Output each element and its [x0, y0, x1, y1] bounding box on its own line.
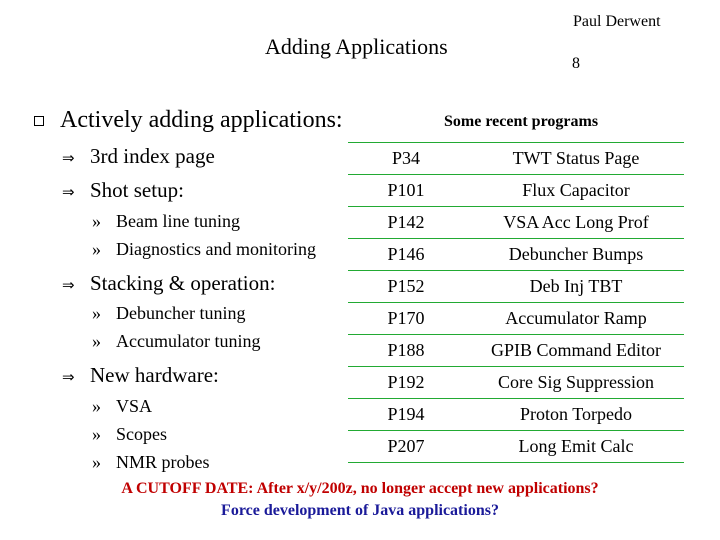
sub-bullet-scopes	[92, 424, 167, 445]
program-name: Flux Capacitor	[522, 180, 630, 200]
bullet-shot-setup	[62, 178, 184, 203]
program-id: P101	[387, 180, 425, 200]
table-row-divider	[348, 206, 684, 207]
program-name: Deb Inj TBT	[529, 276, 623, 296]
sub-bullet-icon: »	[92, 452, 101, 472]
program-id: P194	[387, 404, 425, 424]
program-name: VSA Acc Long Prof	[503, 212, 649, 232]
implies-arrow-icon: ⇒	[62, 276, 75, 294]
program-name: Core Sig Suppression	[497, 372, 654, 392]
bullet-stacking	[62, 271, 275, 296]
sub-bullet-label: Accumulator tuning	[116, 331, 261, 351]
sub-bullet-label: Debuncher tuning	[116, 303, 246, 323]
table-row-divider	[348, 334, 684, 335]
program-id: P152	[387, 276, 425, 296]
slide-title: Adding Applications	[265, 34, 448, 59]
table-row-divider	[348, 398, 684, 399]
sub-bullet-icon: »	[92, 239, 101, 259]
sub-bullet-label: Diagnostics and monitoring	[116, 239, 316, 259]
sub-bullet-label: Scopes	[116, 424, 167, 444]
sub-bullet-icon: »	[92, 211, 101, 231]
sub-bullet-label: NMR probes	[116, 452, 210, 472]
sub-bullet-label: VSA	[116, 396, 153, 416]
bullet-new-hardware	[62, 363, 219, 388]
main-bullet: Actively adding applications:	[60, 107, 343, 133]
sub-bullet-icon: »	[92, 331, 101, 351]
implies-arrow-icon: ⇒	[62, 368, 75, 386]
implies-arrow-icon: ⇒	[62, 149, 75, 167]
program-name: Debuncher Bumps	[508, 244, 644, 264]
table-row-divider	[348, 462, 684, 463]
sub-bullet-icon: »	[92, 424, 101, 444]
program-name: GPIB Command Editor	[491, 340, 661, 360]
page-number: 8	[572, 55, 580, 72]
table-row-divider	[348, 430, 684, 431]
bullet-shot-setup-label: Shot setup:	[90, 178, 184, 202]
program-name: TWT Status Page	[512, 148, 640, 168]
sub-bullet-diagnostics	[92, 239, 316, 260]
table-row-divider	[348, 238, 684, 239]
java-note: Force development of Java applications?	[221, 502, 499, 519]
program-id: P207	[387, 436, 425, 456]
program-id: P170	[387, 308, 425, 328]
table-row-divider	[348, 270, 684, 271]
sub-bullet-nmr	[92, 452, 210, 473]
bullet-new-hardware-label: New hardware:	[90, 363, 219, 387]
sub-bullet-vsa	[92, 396, 152, 417]
sub-bullet-accumulator	[92, 331, 260, 352]
sub-bullet-beam-line	[92, 211, 240, 232]
program-id: P146	[387, 244, 425, 264]
bullet-stacking-label: Stacking & operation:	[90, 271, 276, 295]
table-row-divider	[348, 302, 684, 303]
program-id: P188	[387, 340, 425, 360]
program-id: P192	[387, 372, 425, 392]
program-name: Long Emit Calc	[518, 436, 634, 456]
program-name: Accumulator Ramp	[505, 308, 647, 328]
table-row-divider	[348, 142, 684, 143]
program-id: P34	[391, 148, 420, 168]
bullet-index-page	[62, 144, 215, 169]
program-id: P142	[387, 212, 425, 232]
square-bullet-icon	[34, 116, 44, 126]
table-row-divider	[348, 366, 684, 367]
author-name: Paul Derwent	[573, 13, 661, 30]
bullet-index-page-label: 3rd index page	[90, 144, 215, 168]
sub-bullet-icon: »	[92, 303, 101, 323]
sub-bullet-debuncher	[92, 303, 245, 324]
table-row-divider	[348, 174, 684, 175]
implies-arrow-icon: ⇒	[62, 183, 75, 201]
programs-caption: Some recent programs	[444, 113, 599, 130]
sub-bullet-icon: »	[92, 396, 101, 416]
cutoff-note: A CUTOFF DATE: After x/y/200z, no longer accept new applications?	[121, 480, 599, 497]
program-name: Proton Torpedo	[520, 404, 632, 424]
sub-bullet-label: Beam line tuning	[116, 211, 240, 231]
